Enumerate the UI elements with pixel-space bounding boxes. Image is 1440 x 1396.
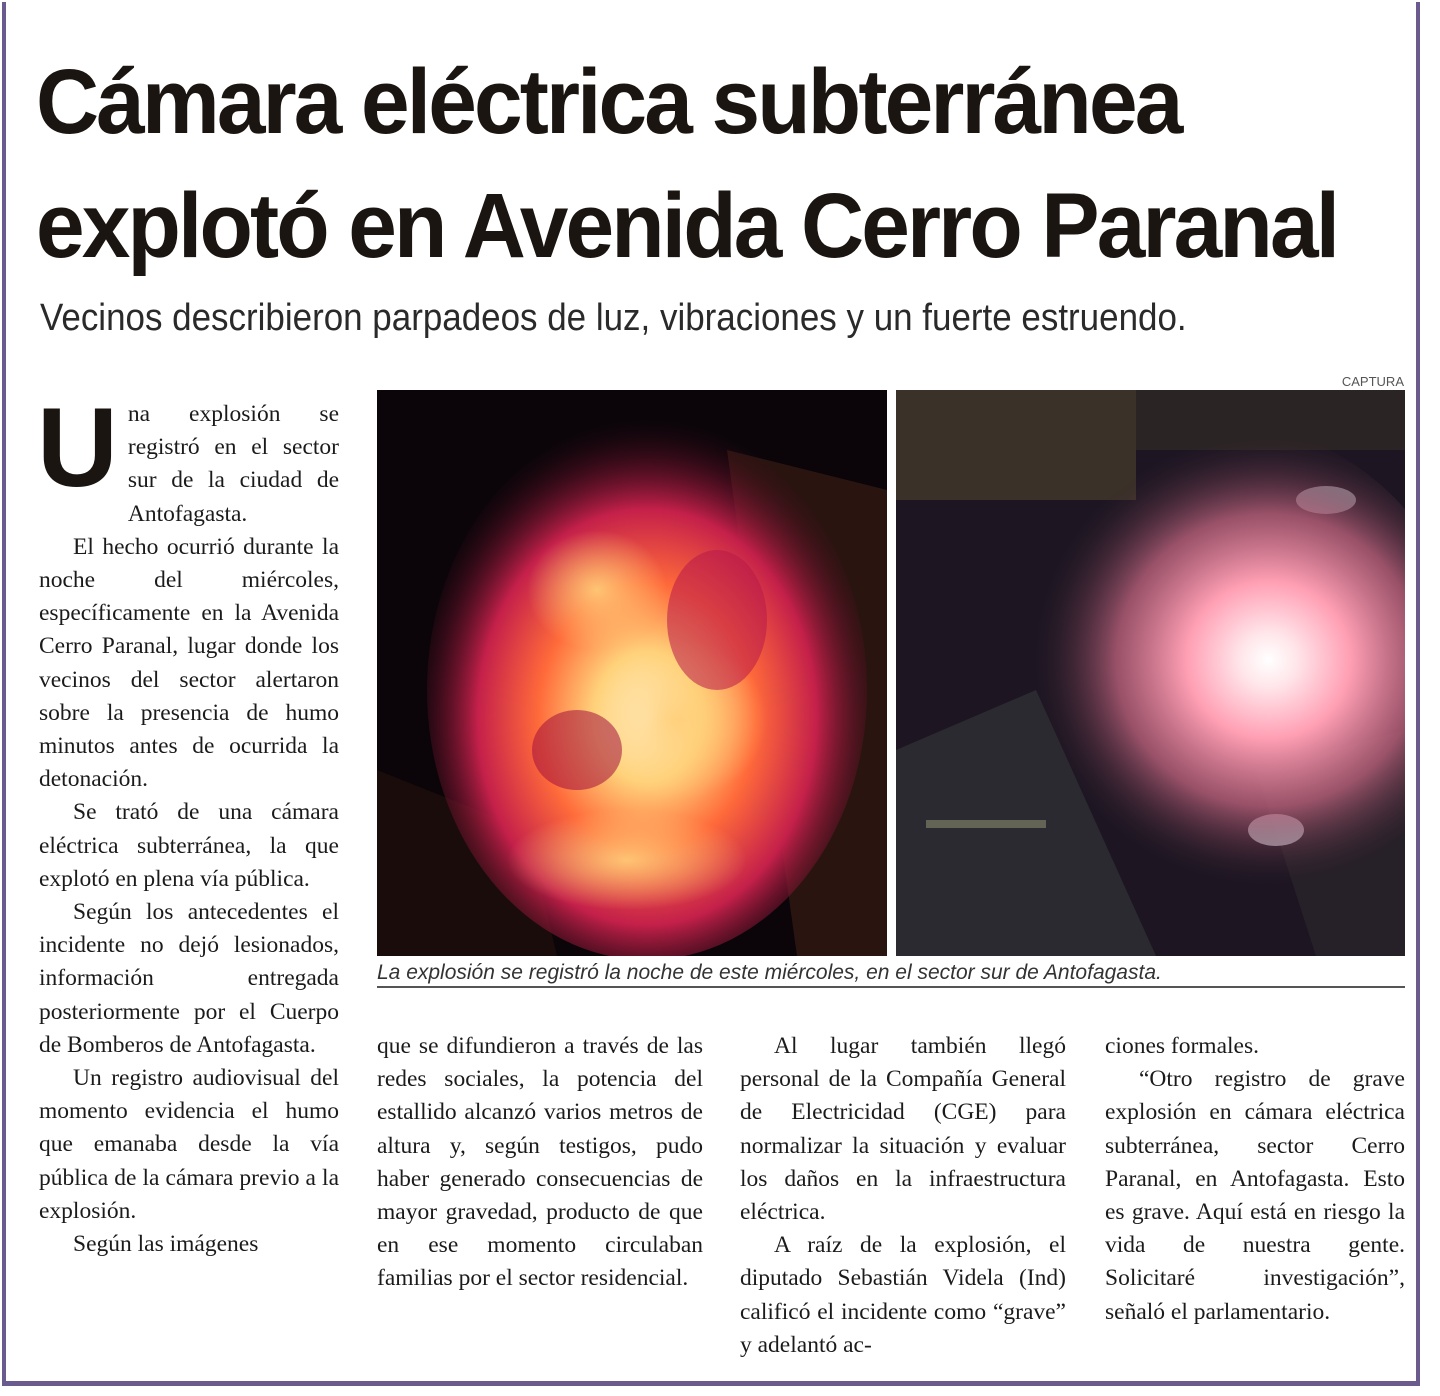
- paragraph: Según las imágenes: [73, 1231, 259, 1258]
- subheadline: Vecinos describieron parpadeos de luz, vibraciones y un fuerte estruendo.: [40, 297, 1187, 339]
- paragraph: Un registro audiovisual del momento evidencia el humo que emanaba desde la vía pública de la cámara previo a la explosión.: [39, 1065, 339, 1224]
- article-column-3: [740, 1030, 1066, 1362]
- headline: [36, 40, 1347, 288]
- article-column-4: [1105, 1030, 1405, 1329]
- paragraph: Al lugar también llegó personal de la Compañía General de Electricidad (CGE) para normalizar la situación y evaluar los daños en la infraestructura eléctrica.: [740, 1033, 1066, 1226]
- explosion-photo-left: [377, 390, 887, 956]
- paragraph: El hecho ocurrió durante la noche del miércoles, específicamente en la Avenida Cerro Paranal, lugar donde los vecinos del sector alertaron sobre la presencia de humo minutos antes de ocurrida la detonación.: [39, 533, 339, 793]
- aerial-explosion-image: [896, 390, 1405, 956]
- paragraph: A raíz de la explosión, el diputado Sebastián Videla (Ind) calificó el incidente como “grave” y adelantó ac-: [740, 1232, 1066, 1358]
- quote-paragraph: “Otro registro de grave explosión en cámara eléctrica subterránea, sector Cerro Paranal, en Antofagasta. Esto es grave. Aquí está en riesgo la vida de nuestra gente. Solicitaré investigación”, señaló el parlamentario.: [1105, 1066, 1405, 1325]
- paragraph: Según los antecedentes el incidente no dejó lesionados, información entregada posteriormente por el Cuerpo de Bomberos de Antofagasta.: [39, 899, 339, 1058]
- article-column-2: [377, 1030, 703, 1296]
- headline-line-1: Cámara eléctrica subterránea: [36, 51, 1181, 153]
- lead-paragraph: Una explosión se registró en el sector sur de la ciudad de Antofagasta.: [37, 385, 339, 527]
- paragraph: ciones formales.: [1105, 1033, 1260, 1059]
- explosion-photo-right: [896, 390, 1405, 956]
- article-column-1: [37, 385, 339, 1261]
- paragraph: que se difundieron a través de las redes sociales, la potencia del estallido alcanzó varios metros de altura y, según testigos, pudo haber generado consecuencias de mayor gravedad, producto de que en ese momento circulaban familias por el sector residencial.: [377, 1033, 703, 1292]
- paragraph: Se trató de una cámara eléctrica subterránea, la que explotó en plena vía pública.: [39, 799, 339, 892]
- drop-cap: U: [37, 385, 118, 510]
- photo-credit: CAPTURA: [1341, 374, 1404, 389]
- explosion-fireball-image: [377, 390, 887, 956]
- photo-caption: La explosión se registró la noche de este miércoles, en el sector sur de Antofagasta.: [377, 958, 1405, 988]
- headline-line-2: explotó en Avenida Cerro Paranal: [36, 175, 1338, 277]
